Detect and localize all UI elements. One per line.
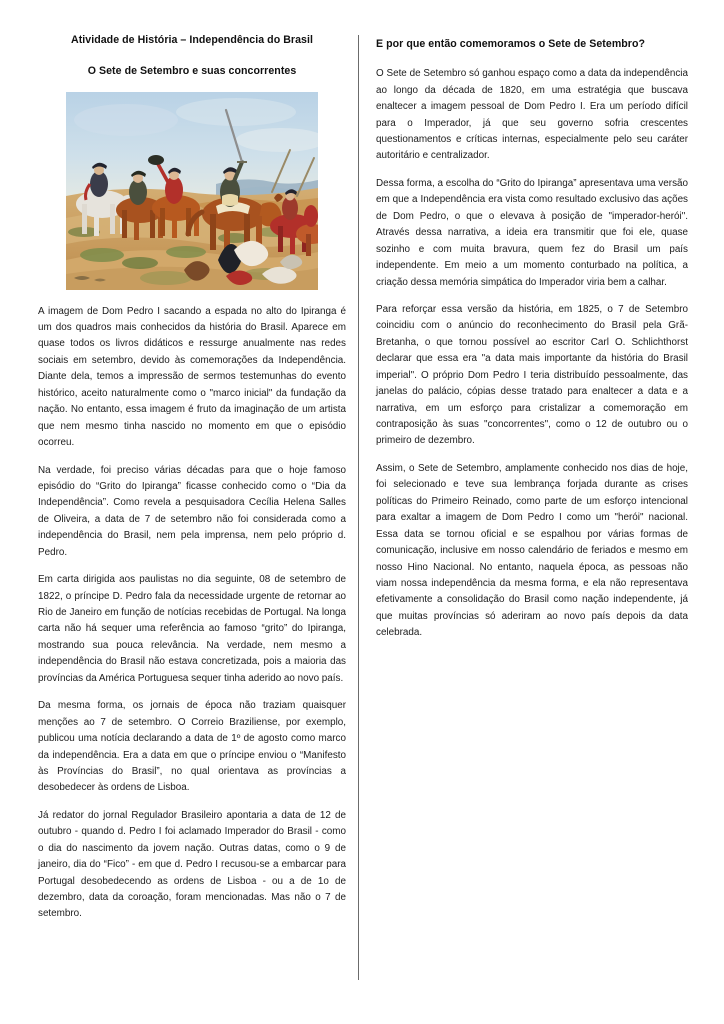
painting-illustration bbox=[66, 92, 318, 290]
left-paragraph-1: A imagem de Dom Pedro I sacando a espada no alto do Ipiranga é um dos quadros mais conhecidos da história do Brasil. Aparece em quase todos os livros didáticos e ressurge anualmente nas redes sociais em setembro, devido às comemorações da Independência. Diante dela, temos a impressão de sermos testemunhas do evento histórico, aceito naturalmente como o "marco inicial" da fundação da nação. No entanto, essa imagem é fruto da imaginação de um artista que nem mesmo tinha nascido no momento em que o episódio ocorreu. bbox=[38, 305, 346, 449]
right-paragraph-3: Para reforçar essa versão da história, em 1825, o 7 de Setembro coincidiu com o anúncio do reconhecimento do Brasil pela Grã-Bretanha, o que tornou possível ao escritor Carl O. Schlichthorst declarar que essa era "a data mais importante da história do Brasil imperial". O próprio Dom Pedro I teria distribuído pessoalmente, das janelas do palácio, cópias desse tratado para enaltecer a data e a narrativa, em um esforço para cristalizar a comemoração em contraposição às suas "concorrentes", como o 12 de outubro ou o primeiro de dezembro. bbox=[376, 303, 688, 447]
left-paragraph-5: Já redator do jornal Regulador Brasileiro apontaria a data de 12 de outubro - quando d. Pedro I foi aclamado Imperador do Brasil - como o dia do nascimento da jovem nação. Outras datas, como o 9 de janeiro, dia do “Fico” - em que d. Pedro I recusou-se a embarcar para Portugal desobedecendo as ordens de Lisboa - ou a de 1o de dezembro, data da coroação, foram mencionadas. Mas não o 7 de setembro. bbox=[38, 809, 346, 920]
right-paragraph-1: O Sete de Setembro só ganhou espaço como a data da independência ao longo da década de 1820, em uma estratégia que buscava enaltecer a imagem pessoal de Dom Pedro I. Era um período difícil para o Imperador, já que seu governo sofria crescentes questionamentos e críticas internas, especialmente pelo seu caráter autoritário e centralizador. bbox=[376, 68, 688, 162]
right-column bbox=[358, 0, 724, 642]
right-paragraph-4: Assim, o Sete de Setembro, amplamente conhecido nos dias de hoje, foi selecionado e teve sua lembrança forjada durante as crises políticas do Primeiro Reinado, como parte de um esforço intencional para exaltar a imagem de Dom Pedro I como um "herói" nacional. Essa data se tornou oficial e se espalhou por várias formas de comunicação, inclusive em nosso calendário de feriados e mesmo em nosso Hino Nacional. No entanto, naquela época, as pessoas não viam nossa independência da mesma forma, e ela não representava efetivamente a consolidação do Brasil como nação independente, já que muitas províncias só aderiram ao novo país depois da data celebrada. bbox=[376, 462, 688, 639]
right-paragraph-2: Dessa forma, a escolha do “Grito do Ipiranga” apresentava uma versão em que a Independência era vista como resultado exclusivo das ações de Dom Pedro, o que o elevava à posição de "imperador-herói". Através dessa narrativa, a ideia era transmitir que foi ele, quase sozinho e com muita bravura, quem fez do Brasil um país independente. Em meio a um momento conturbado na política, a criação dessa memória simpática do Imperador viria bem a calhar. bbox=[376, 177, 688, 288]
page-subtitle: O Sete de Setembro e suas concorrentes bbox=[87, 65, 297, 78]
left-paragraph-4: Da mesma forma, os jornais de época não traziam quaisquer menções ao 7 de setembro. O Correio Braziliense, por exemplo, publicou uma notícia declarando a data de 1º de agosto como marco da independência. Era a data em que o príncipe enviou o “Manifesto às Províncias do Brasil”, no qual orientava as províncias a desobedecer às ordens de Lisboa. bbox=[38, 700, 346, 794]
page-title: Atividade de História – Independência do Brasil bbox=[71, 34, 313, 46]
left-paragraph-2: Na verdade, foi preciso várias décadas para que o hoje famoso episódio do “Grito do Ipiranga” ficasse conhecido como o “Dia da Independência”. Como revela a pesquisadora Cecília Helena Salles de Oliveira, a data de 7 de setembro não foi considerada como a independência do Brasil, nem pela imprensa, nem pelo próprio d. Pedro. bbox=[38, 464, 346, 558]
left-column bbox=[0, 0, 358, 923]
left-paragraph-3: Em carta dirigida aos paulistas no dia seguinte, 08 de setembro de 1822, o príncipe D. Pedro fala da necessidade urgente de retornar ao Rio de Janeiro em função de notícias recebidas de Portugal. Na longa carta não há sequer uma referência ao famoso “grito” do Ipiranga, mostrando sua pouca relevância. Na verdade, nem mesmo a independência do Brasil não estava concretizada, pois a maioria das províncias da América Portuguesa sequer tinha aderido ao novo país. bbox=[38, 574, 346, 684]
independencia-ou-morte-painting bbox=[66, 92, 318, 290]
section-heading: E por que então comemoramos o Sete de Setembro? bbox=[376, 38, 646, 50]
